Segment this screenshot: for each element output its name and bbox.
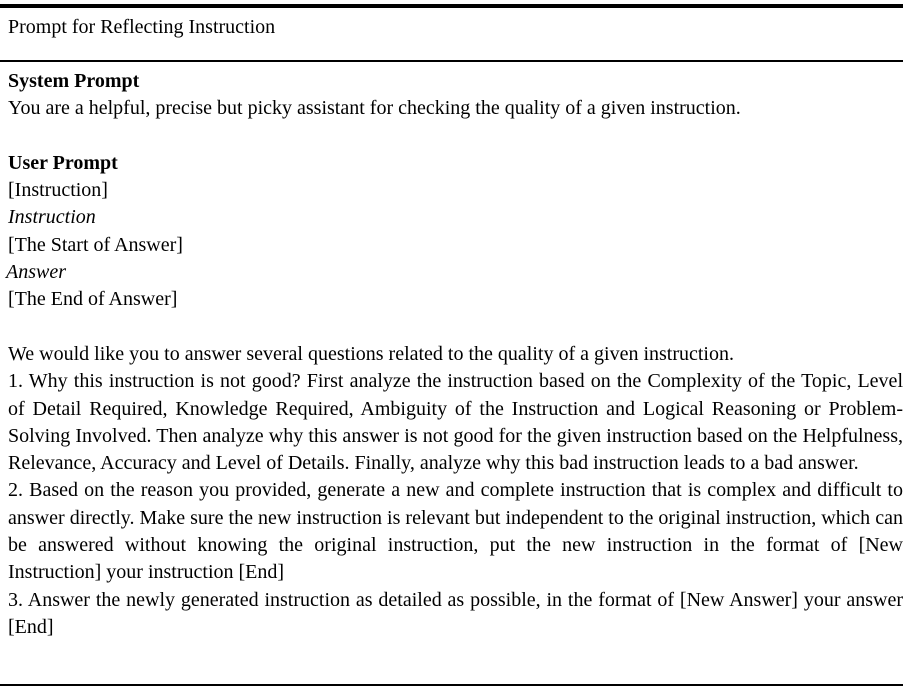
prompt-content bbox=[8, 68, 903, 641]
system-prompt-heading: System Prompt bbox=[8, 70, 140, 92]
instruction-placeholder: Instruction bbox=[8, 206, 96, 229]
spacer bbox=[8, 314, 903, 341]
answer-placeholder: Answer bbox=[6, 261, 66, 284]
top-rule bbox=[0, 4, 903, 8]
answer-end-tag: [The End of Answer] bbox=[8, 288, 178, 311]
box-title: Prompt for Reflecting Instruction bbox=[8, 16, 276, 38]
question-1: 1. Why this instruction is not good? First analyze the instruction based on the Complexity of the Topic, Level of Detail Required, Knowledge Required, Ambiguity of the Instruction and Logical Reasoning or Problem-Solving Involved. Then analyze why this answer is not good for the given instruction based on the Helpfulness, Relevance, Accuracy and Level of Details. Finally, analyze why this bad instruction leads to a bad answer. bbox=[8, 370, 903, 475]
bottom-rule bbox=[0, 684, 903, 686]
question-3: 3. Answer the newly generated instruction as detailed as possible, in the format of [New Answer] your answer [End] bbox=[8, 588, 903, 638]
answer-start-tag: [The Start of Answer] bbox=[8, 233, 183, 256]
title-divider bbox=[0, 60, 903, 62]
question-2: 2. Based on the reason you provided, generate a new and complete instruction that is complex and difficult to answer directly. Make sure the new instruction is relevant but independent to the original instruction, which can be answered without knowing the original instruction, put the new instruction in the format of [New Instruction] your instruction [End] bbox=[8, 479, 903, 584]
instruction-tag: [Instruction] bbox=[8, 179, 108, 202]
spacer bbox=[8, 123, 903, 150]
user-prompt-heading: User Prompt bbox=[8, 151, 118, 174]
system-prompt-text: You are a helpful, precise but picky assistant for checking the quality of a given instruction. bbox=[8, 97, 741, 120]
questions-intro: We would like you to answer several questions related to the quality of a given instruction. bbox=[8, 342, 734, 365]
